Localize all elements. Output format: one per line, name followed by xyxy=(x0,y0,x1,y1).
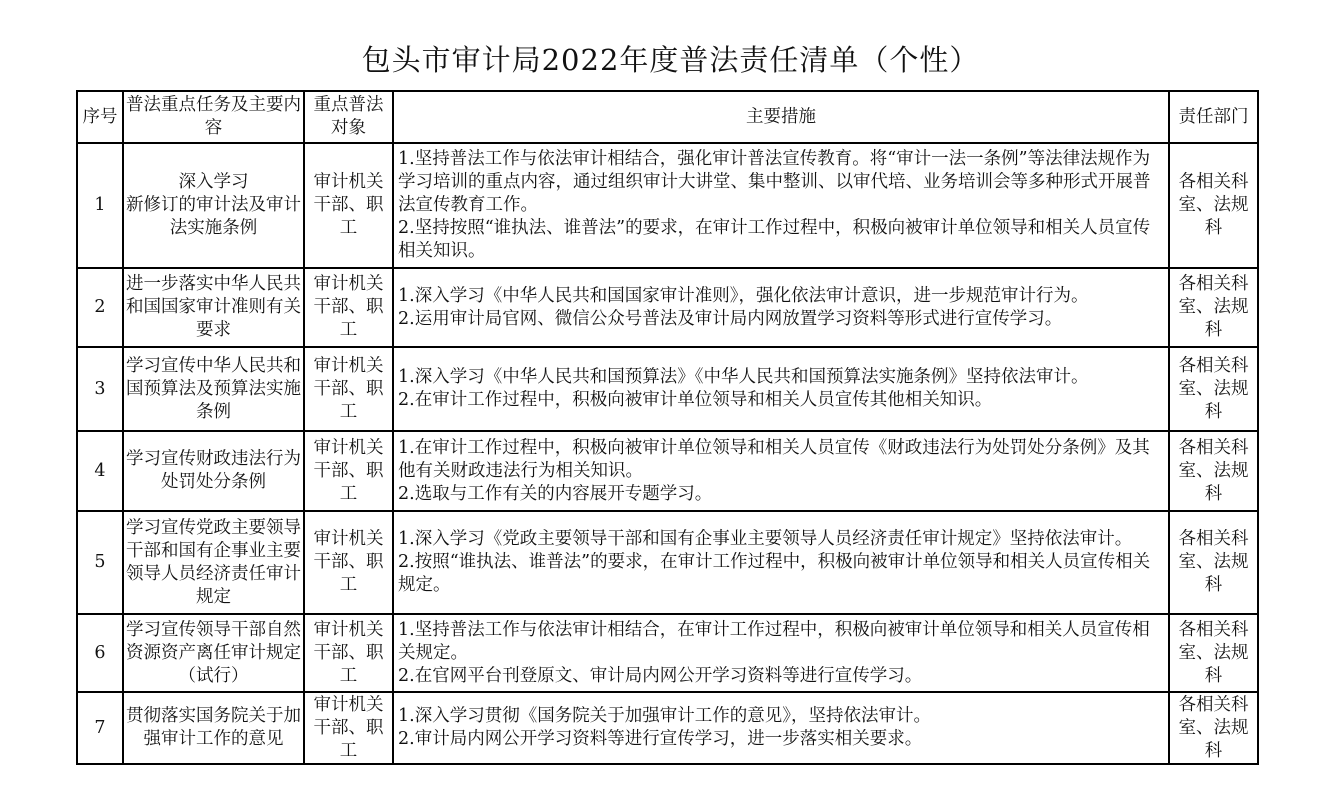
row-target: 审计机关干部、职工 xyxy=(304,268,393,347)
row-target: 审计机关干部、职工 xyxy=(304,347,393,431)
row-task: 进一步落实中华人民共和国国家审计准则有关要求 xyxy=(123,268,304,347)
row-measures: 1.坚持普法工作与依法审计相结合，强化审计普法宣传教育。将“审计一法一条例”等法律法规作为学习培训的重点内容，通过组织审计大讲堂、集中整训、以审代培、业务培训会等多种形式开展普法宣传教育工作。 2.坚持按照“谁执法、谁普法”的要求，在审计工作过程中，积极向被审计单位领导和相关人员宣传相关知识。 xyxy=(393,143,1169,268)
row-seq: 4 xyxy=(77,431,123,511)
row-seq: 5 xyxy=(77,511,123,614)
row-dept: 各相关科室、法规科 xyxy=(1169,511,1258,614)
table-row xyxy=(77,614,1258,692)
page-title: 包头市审计局2022年度普法责任清单（个性） xyxy=(361,43,980,77)
row-dept: 各相关科室、法规科 xyxy=(1169,347,1258,431)
row-dept: 各相关科室、法规科 xyxy=(1169,614,1258,692)
row-seq: 2 xyxy=(77,268,123,347)
row-task: 学习宣传党政主要领导干部和国有企事业主要领导人员经济责任审计规定 xyxy=(123,511,304,614)
table-row xyxy=(77,268,1258,347)
row-seq: 3 xyxy=(77,347,123,431)
row-dept: 各相关科室、法规科 xyxy=(1169,431,1258,511)
table-row xyxy=(77,347,1258,431)
row-task: 学习宣传领导干部自然资源资产离任审计规定（试行） xyxy=(123,614,304,692)
responsibility-table xyxy=(76,90,1259,765)
header-measures: 主要措施 xyxy=(393,91,1169,143)
row-measures: 1.深入学习贯彻《国务院关于加强审计工作的意见》，坚持依法审计。 2.审计局内网公开学习资料等进行宣传学习，进一步落实相关要求。 xyxy=(393,692,1169,764)
row-target: 审计机关干部、职工 xyxy=(304,614,393,692)
row-measures: 1.坚持普法工作与依法审计相结合，在审计工作过程中，积极向被审计单位领导和相关人员宣传相关规定。 2.在官网平台刊登原文、审计局内网公开学习资料等进行宣传学习。 xyxy=(393,614,1169,692)
table-row xyxy=(77,511,1258,614)
row-dept: 各相关科室、法规科 xyxy=(1169,268,1258,347)
header-dept: 责任部门 xyxy=(1169,91,1258,143)
header-seq: 序号 xyxy=(77,91,123,143)
row-seq: 7 xyxy=(77,692,123,764)
table-row xyxy=(77,692,1258,764)
table-header-row xyxy=(77,91,1258,143)
row-measures: 1.深入学习《中华人民共和国预算法》《中华人民共和国预算法实施条例》坚持依法审计。 2.在审计工作过程中，积极向被审计单位领导和相关人员宣传其他相关知识。 xyxy=(393,347,1169,431)
header-task: 普法重点任务及主要内容 xyxy=(123,91,304,143)
row-measures: 1.深入学习《党政主要领导干部和国有企事业主要领导人员经济责任审计规定》坚持依法审计。 2.按照“谁执法、谁普法”的要求，在审计工作过程中，积极向被审计单位领导和相关人员宣传相关规定。 xyxy=(393,511,1169,614)
row-task: 学习宣传财政违法行为处罚处分条例 xyxy=(123,431,304,511)
row-task: 贯彻落实国务院关于加强审计工作的意见 xyxy=(123,692,304,764)
table-row xyxy=(77,431,1258,511)
row-target: 审计机关干部、职工 xyxy=(304,511,393,614)
table-row xyxy=(77,143,1258,268)
header-target: 重点普法对象 xyxy=(304,91,393,143)
row-dept: 各相关科室、法规科 xyxy=(1169,143,1258,268)
row-target: 审计机关干部、职工 xyxy=(304,692,393,764)
row-seq: 1 xyxy=(77,143,123,268)
row-target: 审计机关干部、职工 xyxy=(304,143,393,268)
row-target: 审计机关干部、职工 xyxy=(304,431,393,511)
row-measures: 1.在审计工作过程中，积极向被审计单位领导和相关人员宣传《财政违法行为处罚处分条例》及其他有关财政违法行为相关知识。 2.选取与工作有关的内容展开专题学习。 xyxy=(393,431,1169,511)
row-dept: 各相关科室、法规科 xyxy=(1169,692,1258,764)
row-seq: 6 xyxy=(77,614,123,692)
row-task: 深入学习 新修订的审计法及审计法实施条例 xyxy=(123,143,304,268)
row-task: 学习宣传中华人民共和国预算法及预算法实施条例 xyxy=(123,347,304,431)
row-measures: 1.深入学习《中华人民共和国国家审计准则》，强化依法审计意识，进一步规范审计行为。 2.运用审计局官网、微信公众号普法及审计局内网放置学习资料等形式进行宣传学习。 xyxy=(393,268,1169,347)
